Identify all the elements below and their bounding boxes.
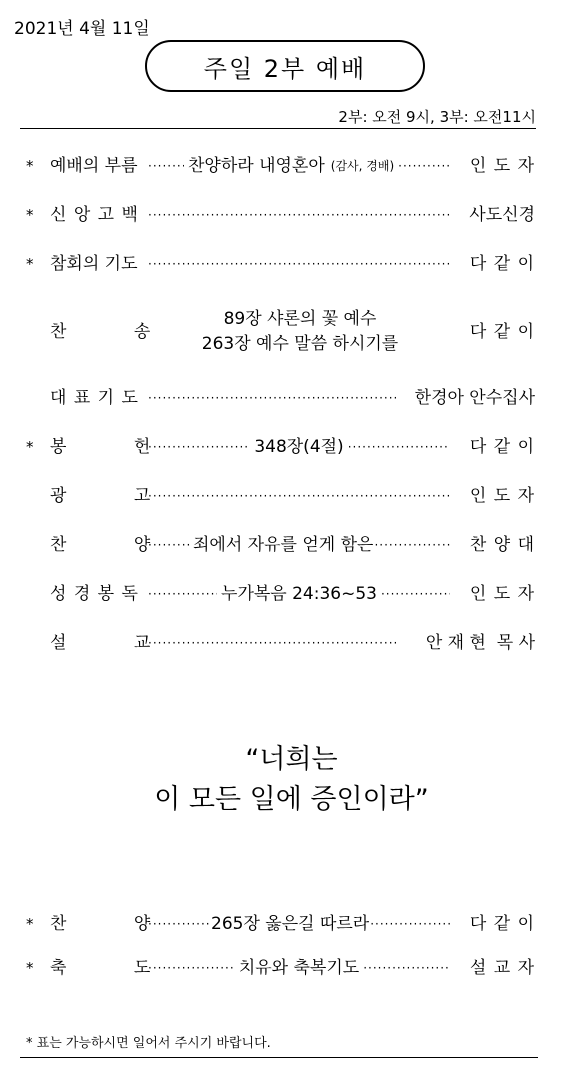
leader-dots	[148, 530, 192, 560]
order-leader-text: 설 교 자	[469, 958, 535, 978]
hymn-line-1: 89장 샤론의 꽃 예수	[223, 309, 377, 329]
order-leader-text: 한경아 안수집사	[414, 388, 535, 408]
sermon-title	[0, 740, 583, 820]
service-title-box	[145, 40, 425, 92]
stand-marker: *	[26, 438, 34, 456]
order-leader	[455, 151, 535, 181]
order-leader	[455, 249, 535, 279]
leader-dots	[363, 953, 450, 983]
order-label-text: 설 교	[50, 633, 151, 653]
order-leader-text: 다 같 이	[469, 254, 535, 274]
order-middle	[148, 200, 450, 230]
order-middle-text: 치유와 축복기도	[238, 958, 360, 978]
leader-dots	[381, 579, 450, 609]
order-middle	[148, 151, 450, 181]
order-label-text: 봉 헌	[50, 437, 151, 457]
order-label	[50, 383, 146, 413]
order-label-text: 광 고	[50, 486, 151, 506]
leader-dots	[148, 579, 217, 609]
leader-dots	[348, 432, 450, 462]
order-middle-text: 348장(4절)	[254, 437, 344, 457]
leader-dots	[148, 481, 450, 511]
bottom-divider	[20, 1057, 538, 1058]
order-label-text: 참회의 기도	[50, 254, 138, 274]
order-middle	[148, 628, 396, 658]
service-title: 주일 2부 예배	[203, 54, 367, 83]
order-middle	[148, 909, 450, 939]
order-middle	[148, 383, 396, 413]
order-row-announcements	[0, 481, 583, 511]
order-label-text: 찬 양	[50, 535, 151, 555]
order-label	[50, 530, 151, 560]
order-leader	[455, 432, 535, 462]
order-leader	[455, 200, 535, 230]
leader-dots	[148, 909, 210, 939]
order-middle	[148, 953, 450, 983]
leader-dots	[374, 530, 450, 560]
order-label-text: 축 도	[50, 958, 151, 978]
leader-dots	[148, 249, 450, 279]
order-leader	[455, 579, 535, 609]
order-label-text: 대 표 기 도	[50, 388, 139, 408]
order-leader-text: 인 도 자	[469, 486, 535, 506]
order-middle	[148, 249, 450, 279]
order-middle-text: 265장 옳은길 따르라	[211, 914, 370, 934]
hymn-list	[150, 307, 450, 357]
order-leader-text: 다 같 이	[469, 437, 535, 457]
order-leader-text: 다 같 이	[469, 322, 535, 342]
order-row-prayer	[0, 383, 583, 413]
order-leader-text: 인 도 자	[469, 156, 535, 176]
leader-dots	[148, 432, 250, 462]
leader-dots	[148, 200, 450, 230]
sermon-title-line-1: “너희는	[245, 744, 338, 775]
bulletin-date: 2021년 4월 11일	[14, 19, 150, 39]
order-row-offering	[0, 432, 583, 462]
service-times: 2부: 오전 9시, 3부: 오전11시	[338, 108, 536, 126]
order-label	[50, 579, 146, 609]
order-leader	[455, 953, 535, 983]
top-divider	[20, 128, 536, 129]
order-label-text: 신 앙 고 백	[50, 205, 139, 225]
order-row-creed	[0, 200, 583, 230]
order-middle	[148, 432, 450, 462]
leader-dots	[148, 151, 184, 181]
order-row-confession	[0, 249, 583, 279]
leader-dots	[148, 383, 396, 413]
order-middle-note: (감사, 경배)	[330, 159, 395, 173]
order-label	[50, 151, 146, 181]
stand-marker: *	[26, 255, 34, 273]
order-label	[50, 200, 146, 230]
order-label	[50, 317, 151, 347]
order-label	[50, 953, 151, 983]
standing-footnote: * 표는 가능하시면 일어서 주시기 바랍니다.	[26, 1036, 271, 1051]
order-leader-text: 사도신경	[469, 205, 535, 225]
leader-dots	[148, 628, 396, 658]
order-leader-text: 찬 양 대	[469, 535, 535, 555]
order-leader-text: 안 재 현 목 사	[425, 633, 535, 653]
order-label	[50, 909, 151, 939]
order-label-text: 찬 양	[50, 914, 151, 934]
stand-marker: *	[26, 915, 34, 933]
order-leader	[455, 530, 535, 560]
order-row-call-to-worship	[0, 151, 583, 181]
order-label-text: 예배의 부름	[50, 156, 138, 176]
order-middle-text: 찬양하라 내영혼아	[188, 156, 325, 176]
order-middle-text: 누가복음 24:36~53	[221, 584, 377, 604]
order-row-choir	[0, 530, 583, 560]
order-row-closing-hymn	[0, 909, 583, 939]
order-leader-text: 인 도 자	[469, 584, 535, 604]
hymn-line-2: 263장 예수 말씀 하시기를	[201, 334, 399, 354]
order-leader-text: 다 같 이	[469, 914, 535, 934]
sermon-title-line-2: 이 모든 일에 증인이라”	[154, 784, 429, 815]
order-row-benediction	[0, 953, 583, 983]
order-middle	[148, 579, 450, 609]
order-leader	[403, 628, 535, 658]
order-leader	[403, 383, 535, 413]
order-row-scripture	[0, 579, 583, 609]
order-row-sermon	[0, 628, 583, 658]
stand-marker: *	[26, 959, 34, 977]
order-label	[50, 628, 151, 658]
stand-marker: *	[26, 206, 34, 224]
order-label	[50, 481, 151, 511]
leader-dots	[370, 909, 450, 939]
order-middle-text: 죄에서 자유를 얻게 함은	[193, 535, 374, 555]
order-leader	[455, 317, 535, 347]
leader-dots	[148, 953, 235, 983]
leader-dots	[398, 151, 450, 181]
stand-marker: *	[26, 157, 34, 175]
order-middle	[148, 481, 450, 511]
order-leader	[455, 909, 535, 939]
order-label-text: 성 경 봉 독	[50, 584, 139, 604]
order-leader	[455, 481, 535, 511]
order-label	[50, 432, 151, 462]
order-label	[50, 249, 146, 279]
order-middle	[148, 530, 450, 560]
order-label-text: 찬 송	[50, 322, 151, 342]
